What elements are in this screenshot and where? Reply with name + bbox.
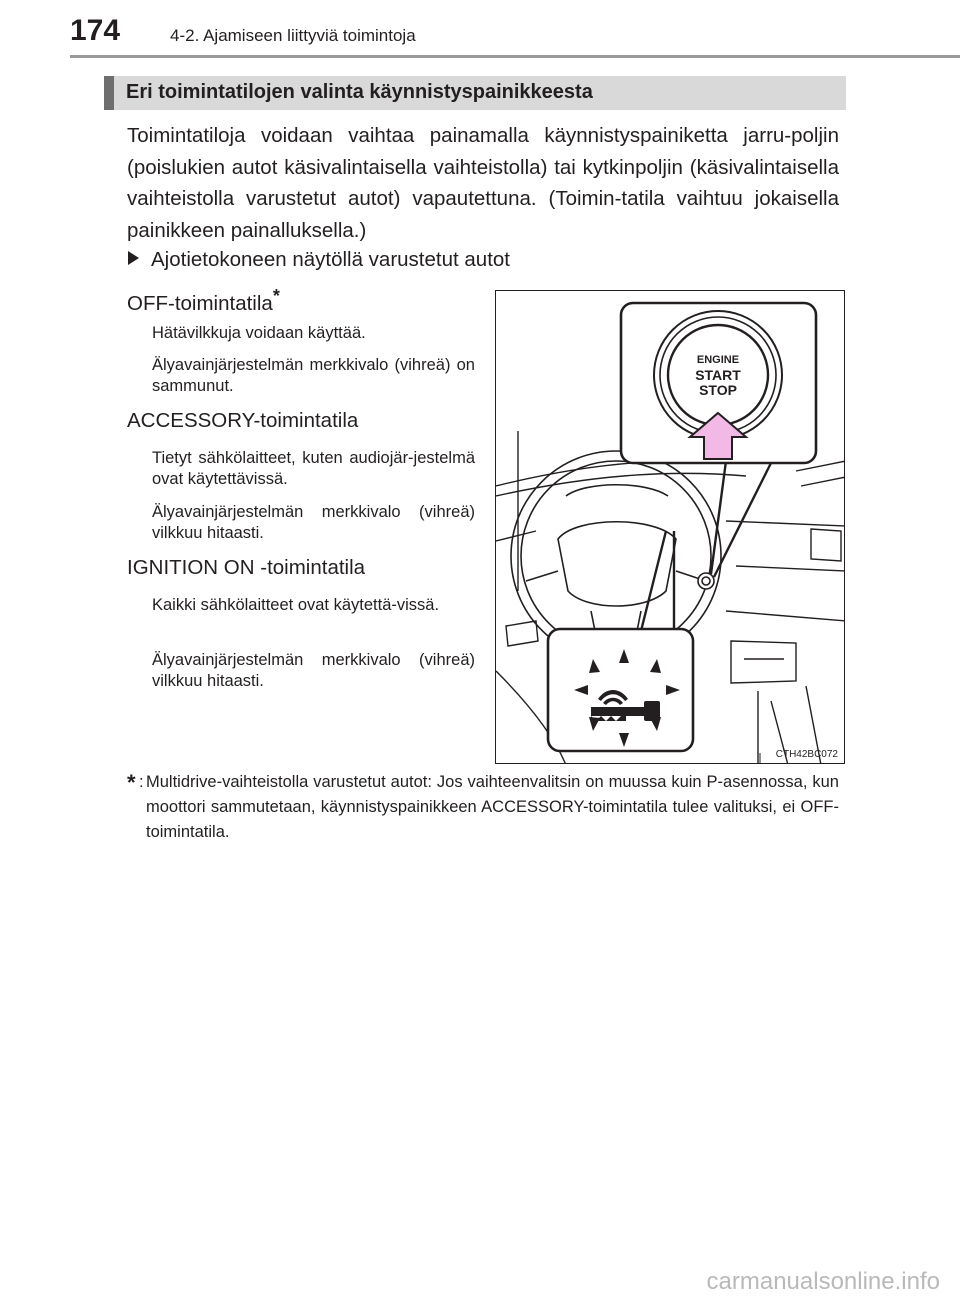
button-label-stop: STOP [699, 382, 737, 398]
footnote-colon: : [139, 773, 144, 791]
button-label-start: START [695, 367, 741, 383]
button-label-engine: ENGINE [696, 354, 740, 366]
mode-desc: Kaikki sähkölaitteet ovat käytettä-vissä. [152, 596, 440, 614]
dash-start-button [698, 573, 714, 589]
section-bar-accent [104, 76, 114, 110]
triangle-bullet-icon [128, 251, 139, 265]
footnote-mark: * [127, 770, 136, 795]
mode-title-label: IGNITION ON -toimintatila [127, 556, 366, 579]
chapter-title: 4-2. Ajamiseen liittyviä toimintoja [170, 26, 416, 45]
subsection-heading [128, 248, 510, 272]
mode-title-ignition [127, 556, 365, 580]
intro-paragraph: Toimintatiloja voidaan vaihtaa painamalla käynnistyspainiketta jarru-poljin (poislukien autot käsivalintaisella vaihteistolla) tai kytkinpoljin (käsivalintaisella vaihteistolla varustetut autot) vapautettuna. (Toimin-tatila vaihtuu jokaisella painikkeen painalluksella.) [127, 124, 839, 242]
callout-line [641, 531, 674, 631]
mode-desc: Hätävilkkuja voidaan käyttää. [152, 324, 366, 342]
footnote-text: Multidrive-vaihteistolla varustetut autot: Jos vaihteenvalitsin on muussa kuin P-asennossa, kun moottori sammutetaan, käynnistyspainikkeen ACCESSORY-toimintatila tulee valituksi, ei OFF-toimintatila. [146, 773, 839, 841]
mode-title-accessory [127, 409, 358, 433]
watermark: carmanualsonline.info [706, 1268, 940, 1295]
mode-title-label: ACCESSORY-toimintatila [127, 409, 359, 432]
engine-start-illustration [495, 290, 845, 764]
page-number: 174 [70, 14, 121, 47]
footnote [127, 770, 839, 845]
mode-desc: Älyavainjärjestelmän merkkivalo (vihreä) on sammunut. [152, 356, 475, 395]
subsection-label: Ajotietokoneen näytöllä varustetut autot [151, 248, 510, 271]
section-title: Eri toimintatilojen valinta käynnistyspainikkeesta [126, 81, 593, 103]
section-bar [104, 76, 846, 110]
mode-title-off [127, 286, 280, 316]
mode-desc: Älyavainjärjestelmän merkkivalo (vihreä) vilkkuu hitaasti. [152, 651, 475, 690]
mode-desc: Älyavainjärjestelmän merkkivalo (vihreä) vilkkuu hitaasti. [152, 503, 475, 542]
figure-code: CTH42BC072 [775, 749, 838, 760]
header-rule [70, 55, 960, 58]
asterisk-mark: * [272, 286, 280, 306]
mode-title-label: OFF-toimintatila [127, 291, 273, 315]
mode-desc: Tietyt sähkölaitteet, kuten audiojär-jestelmä ovat käytettävissä. [152, 449, 475, 488]
